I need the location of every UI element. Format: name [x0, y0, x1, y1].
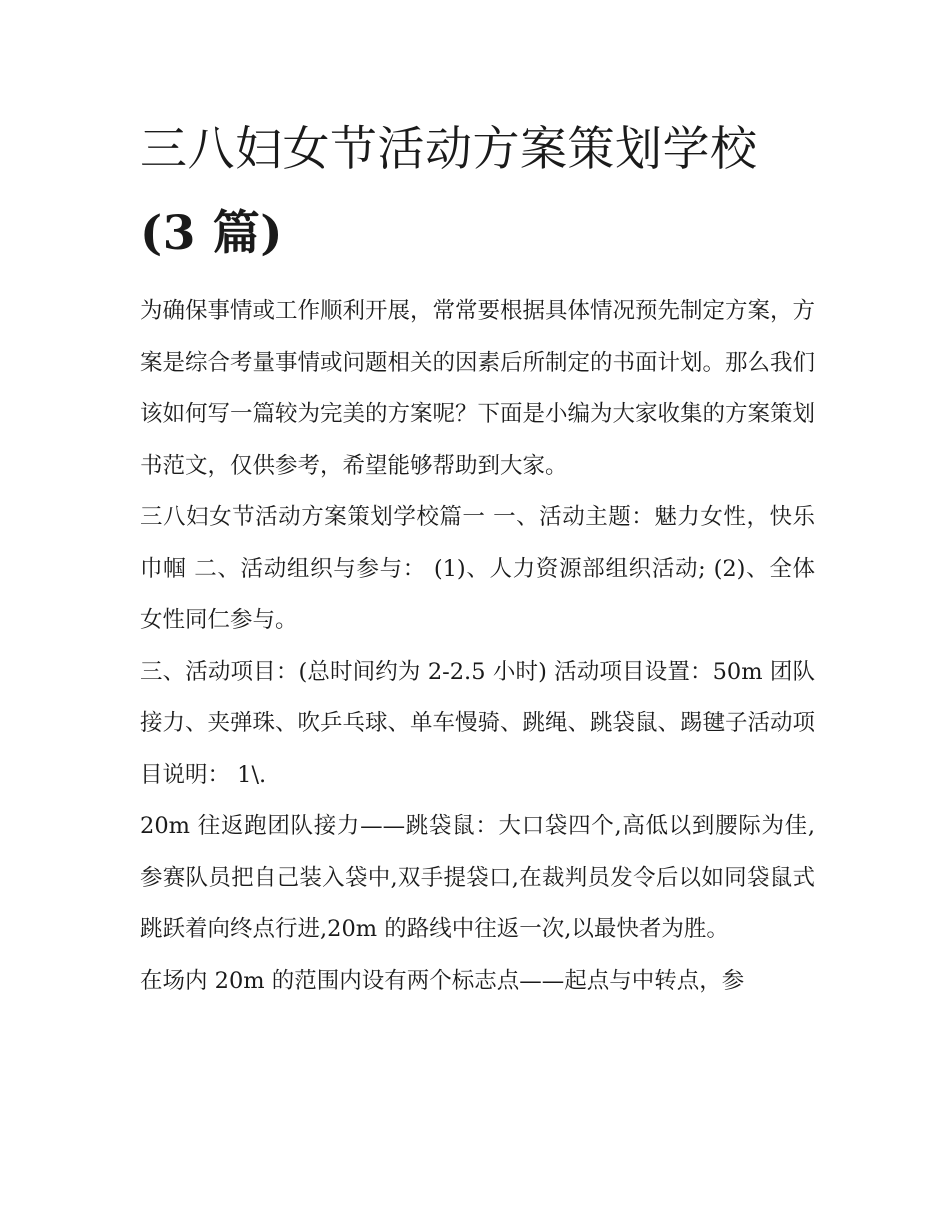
document-title: [140, 108, 815, 276]
relay-description-paragraph: 20m 往返跑团队接力——跳袋鼠：大口袋四个,高低以到腰际为佳,参赛队员把自己装入袋中,双手提袋口,在裁判员发令后以如同袋鼠式跳跃着向终点行进,20m 的路线中往返一次,以最快者为胜。: [140, 813, 815, 942]
intro-paragraph: 为确保事情或工作顺利开展，常常要根据具体情况预先制定方案，方案是综合考量事情或问题相关的因素后所制定的书面计划。那么我们该如何写一篇较为完美的方案呢？下面是小编为大家收集的方案策划书范文，仅供参考，希望能够帮助到大家。: [140, 298, 816, 479]
document-page: [140, 108, 815, 1007]
section-items-paragraph: 三、活动项目：(总时间约为 2-2.5 小时) 活动项目设置：50m 团队接力、夹弹珠、吹乒乓球、单车慢骑、跳绳、跳袋鼠、踢毽子活动项目说明： 1\.: [140, 658, 816, 788]
section-theme-paragraph: 三八妇女节活动方案策划学校篇一 一、活动主题：魅力女性，快乐巾帼 二、活动组织与参与： (1)、人力资源部组织活动; (2)、全体女性同仁参与。: [140, 504, 815, 633]
title-main: 三八妇女节活动方案策划学校: [140, 122, 758, 177]
field-description-paragraph: 在场内 20m 的范围内设有两个标志点——起点与中转点，参: [140, 967, 745, 994]
title-article-count: (3 篇): [140, 206, 284, 261]
